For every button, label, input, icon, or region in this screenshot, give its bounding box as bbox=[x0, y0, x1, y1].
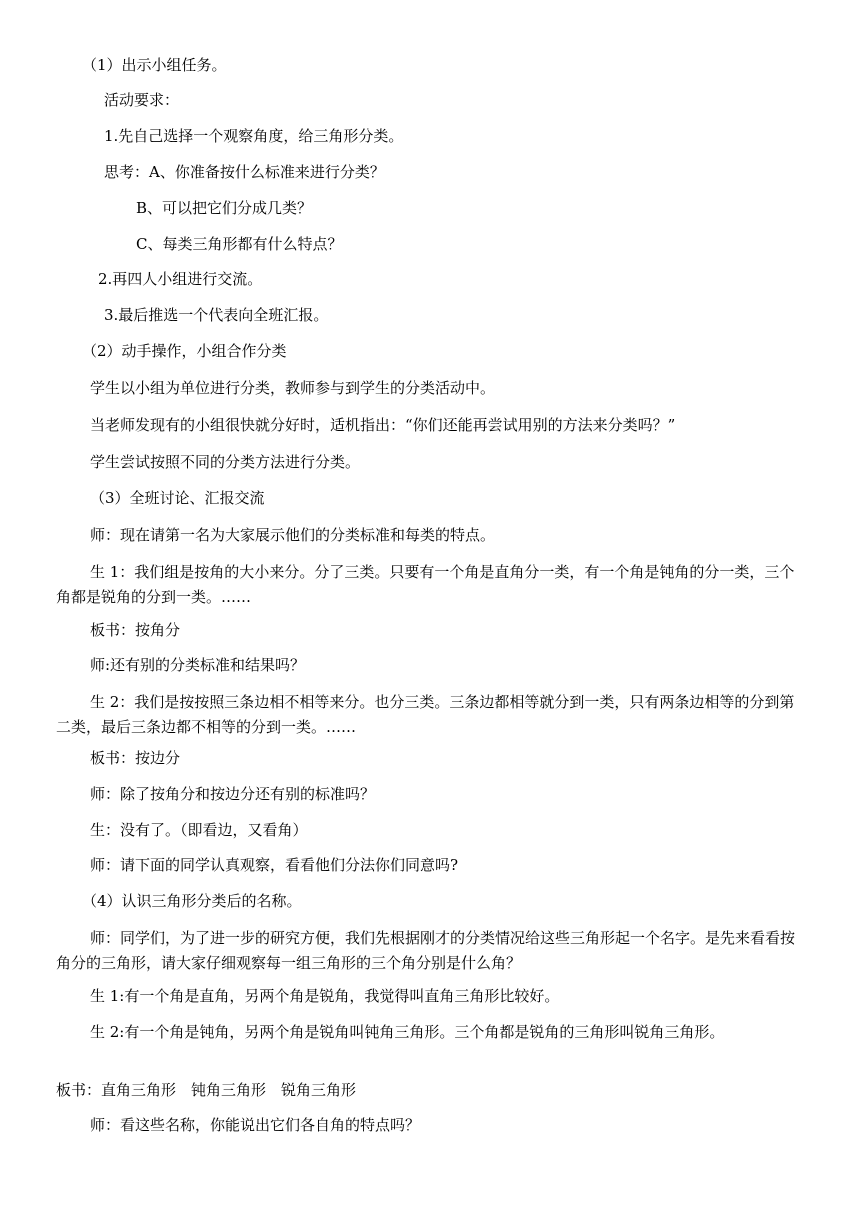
requirement-2: 2.再四人小组进行交流。 bbox=[98, 270, 263, 288]
teacher-line: 师：看这些名称，你能说出它们各自角的特点吗？ bbox=[90, 1116, 421, 1134]
student-2-paragraph: 生 2:有一个角是钝角，另两个角是锐角叫钝角三角形。三个角都是锐角的三角形叫锐角三角形。 bbox=[90, 1023, 725, 1041]
paragraph: 学生尝试按照不同的分类方法进行分类。 bbox=[90, 453, 361, 471]
student-line: 生：没有了。（即看边，又看角） bbox=[90, 821, 308, 839]
section-3-heading: （3）全班讨论、汇报交流 bbox=[90, 489, 265, 507]
section-1-heading: （1）出示小组任务。 bbox=[82, 56, 227, 74]
requirement-1: 1.先自己选择一个观察角度，给三角形分类。 bbox=[104, 127, 404, 145]
board-note-by-angle: 板书：按角分 bbox=[90, 621, 181, 639]
section-2-heading: （2）动手操作，小组合作分类 bbox=[82, 342, 287, 360]
paragraph: 学生以小组为单位进行分类，教师参与到学生的分类活动中。 bbox=[90, 379, 496, 397]
teacher-paragraph: 师：同学们，为了进一步的研究方便，我们先根据刚才的分类情况给这些三角形起一个名字。是先来看看按角分的三角形，请大家仔细观察每一组三角形的三个角分别是什么角？ bbox=[56, 929, 796, 972]
section-4-heading: （4）认识三角形分类后的名称。 bbox=[82, 892, 302, 910]
student-1-line: 生 1:有一个角是直角，另两个角是锐角，我觉得叫直角三角形比较好。 bbox=[90, 987, 560, 1005]
think-question-a: 思考：A、你准备按什么标准来进行分类？ bbox=[104, 163, 385, 181]
teacher-line: 师：除了按角分和按边分还有别的标准吗？ bbox=[90, 785, 376, 803]
teacher-line: 师：现在请第一名为大家展示他们的分类标准和每类的特点。 bbox=[90, 526, 496, 544]
board-note-by-side: 板书：按边分 bbox=[90, 749, 181, 767]
paragraph: 当老师发现有的小组很快就分好时，适机指出：“你们还能再尝试用别的方法来分类吗？” bbox=[90, 416, 676, 434]
think-question-b: B、可以把它们分成几类？ bbox=[136, 199, 313, 217]
board-note-names: 板书：直角三角形 钝角三角形 锐角三角形 bbox=[56, 1081, 357, 1099]
activity-requirements-label: 活动要求： bbox=[104, 91, 180, 109]
teacher-line: 师:还有别的分类标准和结果吗？ bbox=[90, 656, 306, 674]
teacher-line: 师：请下面的同学认真观察，看看他们分法你们同意吗? bbox=[90, 856, 459, 874]
think-question-c: C、每类三角形都有什么特点？ bbox=[136, 235, 343, 253]
student-2-answer: 生 2：我们是按按照三条边相不相等来分。也分三类。三条边都相等就分到一类，只有两条边相等的分到第二类，最后三条边都不相等的分到一类。…… bbox=[56, 693, 795, 736]
requirement-3: 3.最后推选一个代表向全班汇报。 bbox=[104, 306, 329, 324]
student-1-answer: 生 1：我们组是按角的大小来分。分了三类。只要有一个角是直角分一类，有一个角是钝角的分一类，三个角都是锐角的分到一类。…… bbox=[56, 563, 795, 606]
